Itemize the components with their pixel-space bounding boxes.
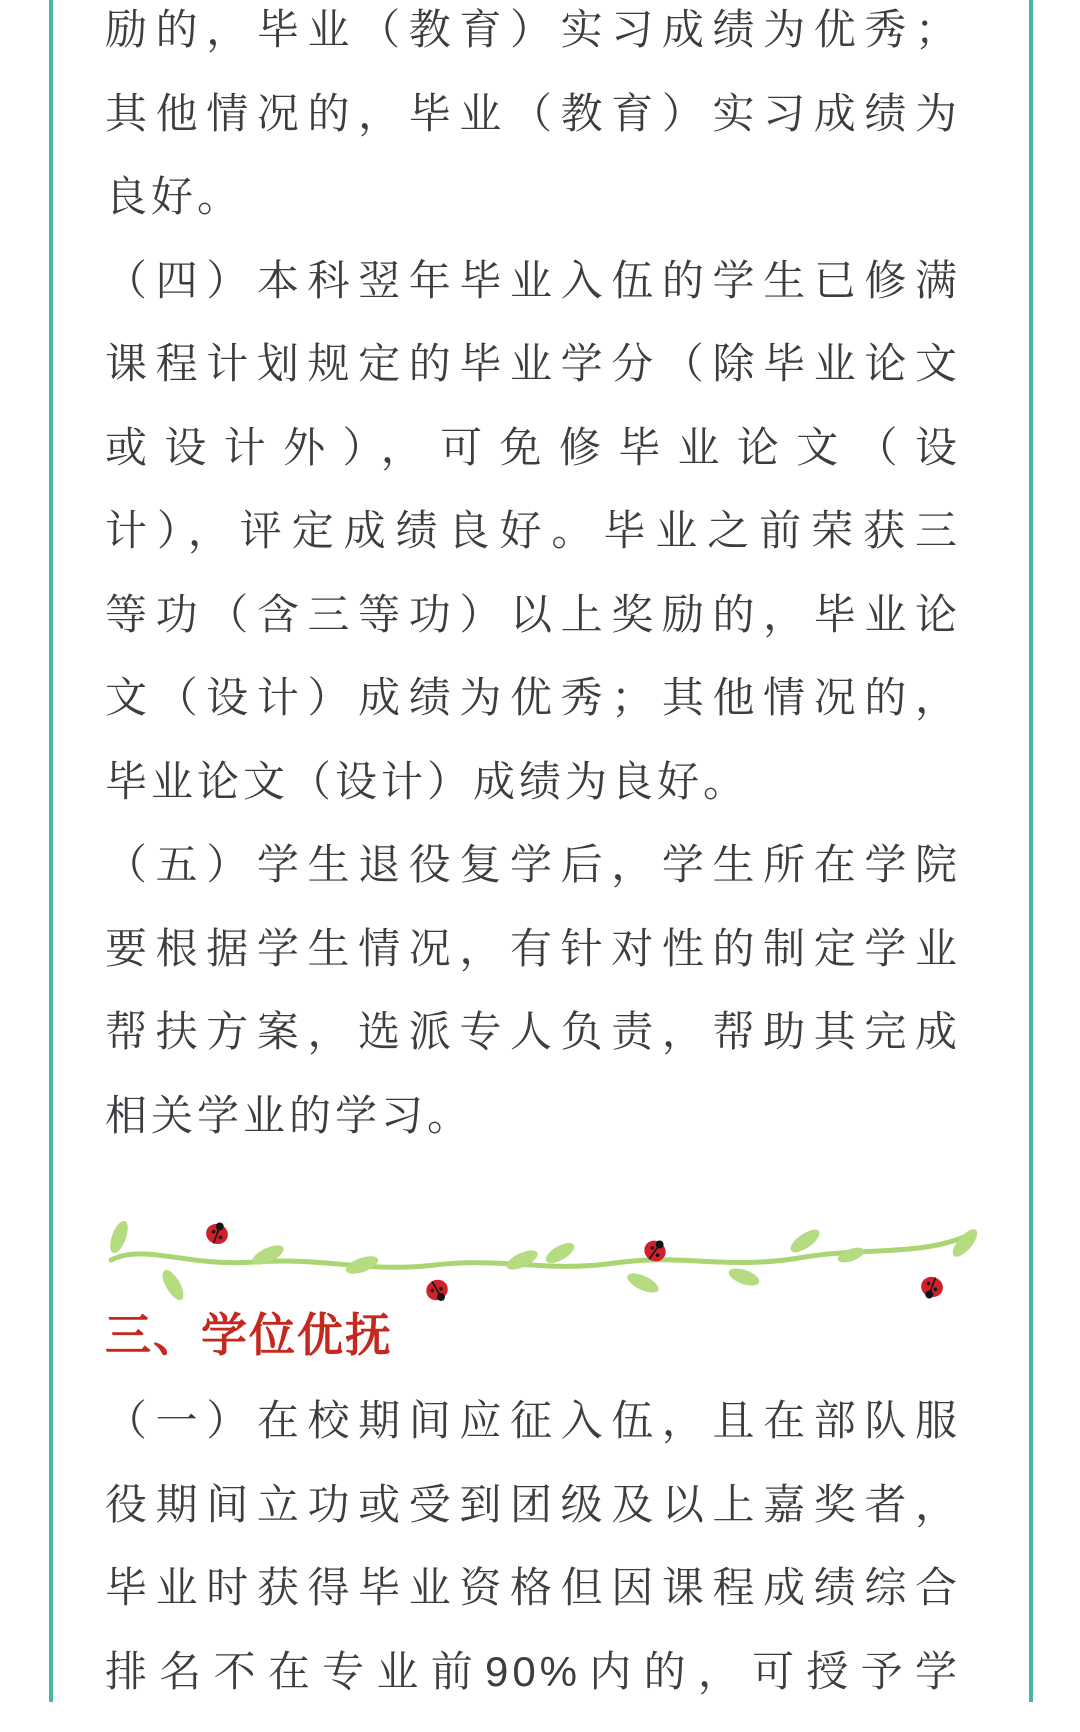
text-line: 要根据学生情况，有针对性的制定学业 [105, 926, 961, 1010]
text-line: （一）在校期间应征入伍，且在部队服 [105, 1398, 961, 1482]
article-content [105, 7, 961, 1732]
paragraph [105, 7, 961, 258]
text-line: 或设计外），可免修毕业论文（设 [105, 425, 961, 509]
text-line: （五）学生退役复学后，学生所在学院 [105, 842, 961, 926]
leaf-icon [504, 1246, 541, 1273]
leaf-icon [787, 1226, 823, 1257]
paragraph [105, 258, 961, 843]
text-line: 毕业时获得毕业资格但因课程成绩综合 [105, 1565, 961, 1649]
text-line: 相关学业的学习。 [105, 1093, 961, 1177]
text-line: （四）本科翌年毕业入伍的学生已修满 [105, 258, 961, 342]
right-border-rule [1029, 0, 1033, 1702]
leaf-icon [543, 1239, 578, 1267]
text-line: 计），评定成绩良好。毕业之前荣获三 [105, 508, 961, 592]
leaf-icon [344, 1253, 381, 1278]
ladybug-icon [203, 1219, 231, 1247]
left-border-rule [49, 0, 53, 1702]
vine-divider-illustration [105, 1205, 980, 1305]
paragraph [105, 842, 961, 1176]
leaf-icon [107, 1219, 132, 1256]
text-line: 课程计划规定的毕业学分（除毕业论文 [105, 341, 961, 425]
leaf-icon [158, 1267, 187, 1303]
text-line: 其他情况的，毕业（教育）实习成绩为 [105, 91, 961, 175]
leaf-icon [625, 1269, 662, 1296]
section-heading: 三、学位优抚 [105, 1311, 961, 1359]
text-line: 帮扶方案，选派专人负责，帮助其完成 [105, 1009, 961, 1093]
text-line: 毕业论文（设计）成绩为良好。 [105, 759, 961, 843]
leaf-icon [727, 1265, 762, 1289]
text-line: 役期间立功或受到团级及以上嘉奖者， [105, 1482, 961, 1566]
text-line: 等功（含三等功）以上奖励的，毕业论 [105, 592, 961, 676]
leaf-icon [836, 1245, 866, 1266]
text-line: 排名不在专业前90%内的，可授予学 [105, 1649, 961, 1732]
text-line: 文（设计）成绩为优秀；其他情况的， [105, 675, 961, 759]
ladybug-icon [422, 1276, 452, 1306]
text-line: 励的，毕业（教育）实习成绩为优秀； [105, 7, 961, 91]
paragraph [105, 1398, 961, 1732]
ladybug-icon [918, 1274, 946, 1302]
text-line: 良好。 [105, 174, 961, 258]
